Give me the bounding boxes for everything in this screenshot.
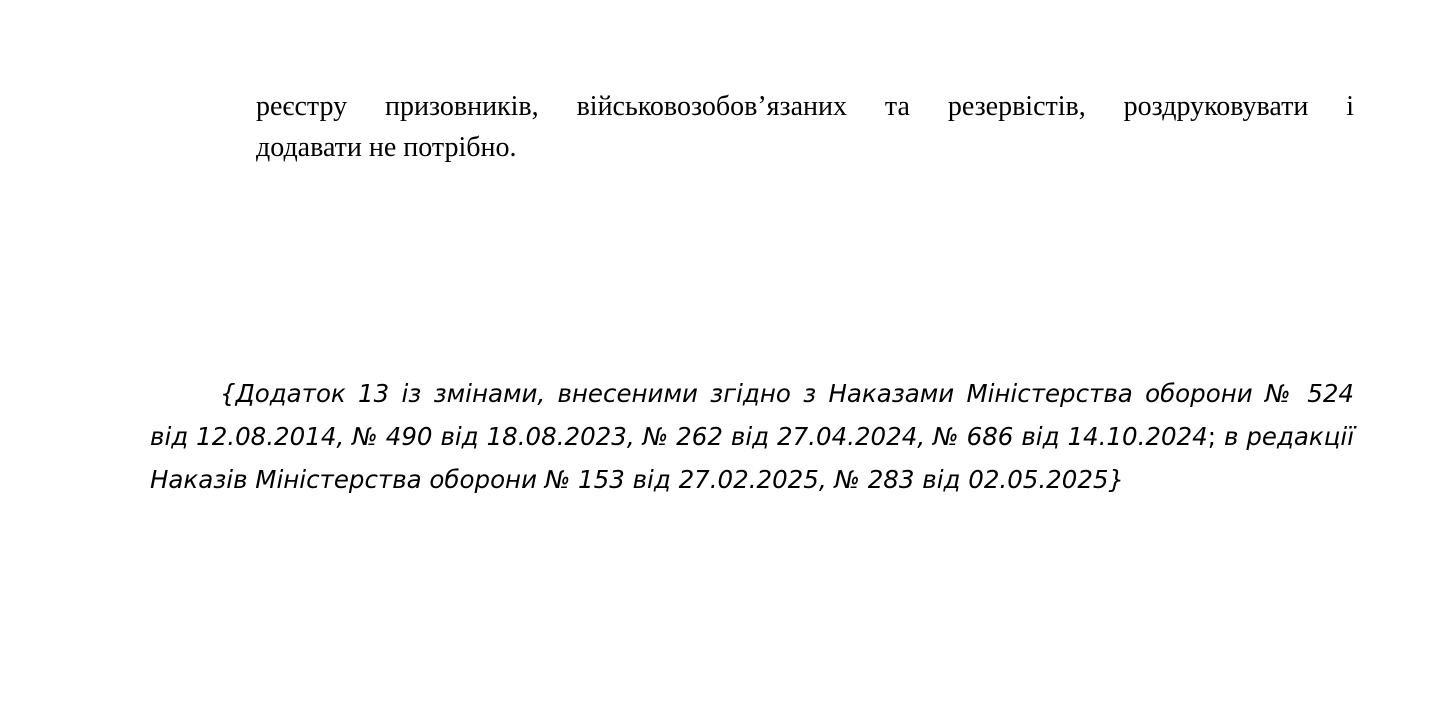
paragraph-line-2: додавати не потрібно. — [256, 132, 517, 163]
amendment-note — [150, 372, 1354, 501]
amendment-note-line-2-dates: від 12.08.2014, № 490 від 18.08.2023, № 262 від 27.04.2024, № 686 від 14.10.2024 — [150, 422, 1208, 451]
continuation-paragraph — [256, 86, 1354, 168]
amendment-note-line-2-edition: в редакції — [1216, 422, 1354, 451]
amendment-note-line-3: Наказів Міністерства оборони № 153 від 27.02.2025, № 283 від 02.05.2025} — [150, 465, 1125, 494]
amendment-note-separator: ; — [1207, 422, 1216, 451]
amendment-note-line-2 — [150, 415, 1354, 458]
amendment-note-line-1: {Додаток 13 із змінами, внесеними згідно з Наказами Міністерства оборони № 524 — [220, 379, 1354, 408]
paragraph-line-1: реєстру призовників, військовозобов’язаних та резервістів, роздруковувати і — [256, 91, 1354, 122]
